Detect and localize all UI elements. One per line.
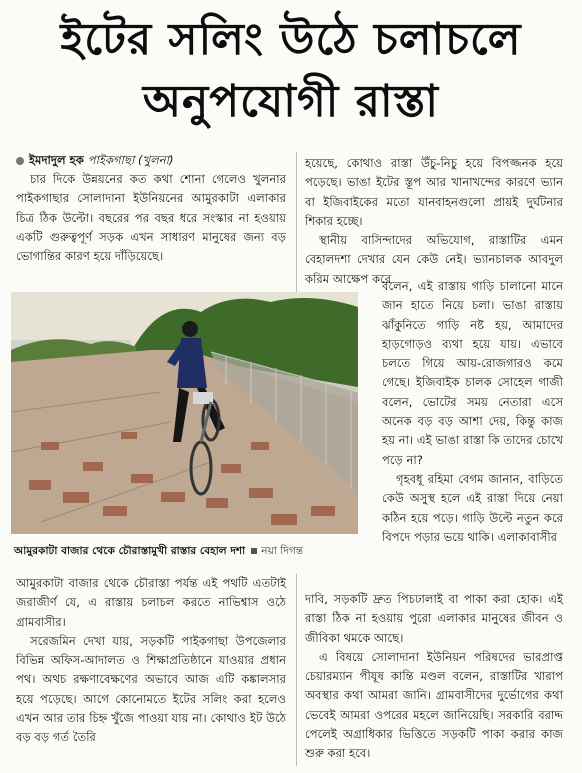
square-bullet-icon [251,548,257,554]
paragraph-road-condition: আমুরকাটা বাজার থেকে চৌরাস্তা পর্যন্ত এই পথটি এতটাই জরাজীর্ণ যে, এ রাস্তায় চলাচল করতে নাভিশ্বাস ওঠে গ্রামবাসীর। [16,576,286,629]
news-photo [11,292,358,534]
bullet-icon [16,157,24,165]
reporter-location: পাইকগাছা (খুলনা) [87,153,174,167]
paragraph-demand: দাবি, সড়কটি দ্রুত পিচঢালাই বা পাকা করা হোক। এই রাস্তা ঠিক না হওয়ায় পুরো এলাকার মানুষের জীবন ও জীবিকা থমকে আছে। [305,592,563,645]
paragraph-onsite: সরেজমিন দেখা যায়, সড়কটি পাইকগাছা উপজেলার বিভিন্ন অফিস-আদালত ও শিক্ষাপ্রতিষ্ঠানে যাওয়ার প্রধান পথ। অথচ রক্ষণাবেক্ষণের অভাবে আজ এটি কঙ্কালসার হয়ে পড়েছে। আগে কোনোমতে ইটের সলিং করা হলেও এখন আর তার চিহ্ন খুঁজে পাওয়া যায় না। কোথাও ইট উঠে বড় বড় গর্ত তৈরি [16,633,286,745]
column-1-bottom [16,574,286,748]
paragraph-housewife: গৃহবধূ রহিমা বেগম জানান, বাড়িতে কেউ অসুস্থ হলে এই রাস্তা দিয়ে নেয়া কঠিন হয়ে পড়ে। গাড়ি উল্টে নতুন করে বিপদে পড়ার ভয়ে থাকি। এলাকাবাসীর [382,471,563,544]
paragraph-continuation: হয়েছে, কোথাও রাস্তা উঁচু-নিচু হয়ে বিপজ্জনক হয়ে পড়েছে। ভাঙা ইটের স্তূপ আর খানাখন্দের কারণে ভ্যান বা ইজিবাইকের মতো যানবাহনগুলো প্রায়ই দুর্ঘটনার শিকার হচ্ছে। [305,156,563,228]
headline-line-2: অনুপযোগী রাস্তা [142,76,440,127]
paragraph-intro: চার দিকে উন্নয়নের কত কথা শোনা গেলেও খুলনার পাইকগাছার সোলাদানা ইউনিয়নের আমুরকাটা এলাকার চিত্র ঠিক উল্টো। বছরের পর বছর ধরে সংস্কার না হওয়ায় একটি গুরুত্বপূর্ণ সড়ক এখন সাধারণ মানুষের জন্য বড় ভোগান্তির কারণ হয়ে দাঁড়িয়েছে। [16,172,286,264]
caption-text: আমুরকাটা বাজার থেকে চৌরাস্তামুখী রাস্তার বেহাল দশা [14,545,246,557]
paragraph-driver-quotes: বলেন, এই রাস্তায় গাড়ি চালানো মানে জান হাতে নিয়ে চলা। ভাঙা রাস্তায় ঝাঁকুনিতে গাড়ি নষ্ট হয়, আমাদের হাড়গোড়ও ব্যথা হয়ে যায়। এভাবে চলতে গিয়ে আয়-রোজগারও কমে গেছে। ইজিবাইক চালক সোহেল গাজী বলেন, ভোটের সময় নেতারা এসে অনেক বড় বড় আশা দেয়, কিন্তু কাজ হয় না। এই ভাঙা রাস্তা কি তাদের চোখে পড়ে না? [382,279,563,467]
column-2-bottom [305,590,563,764]
column-2-narrow [382,277,563,547]
column-divider [296,152,297,292]
column-2-top [305,154,563,289]
headline-line-1: ইটের সলিং উঠে চলাচলে [60,14,522,65]
road-photo-illustration [11,292,358,534]
photo-caption [14,543,364,559]
paragraph-residents: স্থানীয় বাসিন্দাদের অভিযোগ, রাস্তাটির এমন বেহালদশা দেখার যেন কেউ নেই। ভ্যানচালক আবদুল করিম আক্ষেপ করে [305,233,563,286]
column-divider-lower [296,574,297,766]
reporter-name: ইমদাদুল হক [29,153,84,167]
byline [16,151,174,169]
paragraph-chairman: এ বিষয়ে সোলাদানা ইউনিয়ন পরিষদের ভারপ্রাপ্ত চেয়ারম্যান পীযূষ কান্তি মণ্ডল বলেন, রাস্তাটির খারাপ অবস্থার কথা আমরা জানি। গ্রামবাসীদের দুর্ভোগের কথা ভেবেই আমরা ওপরের মহলে জানিয়েছি। সরকারি বরাদ্দ পেলেই অগ্রাধিকার ভিত্তিতে সড়কটি পাকা করার কাজ শুরু করা হবে। [305,649,563,761]
column-1-top [16,170,286,266]
photo-credit: নয়া দিগন্ত [261,545,304,557]
